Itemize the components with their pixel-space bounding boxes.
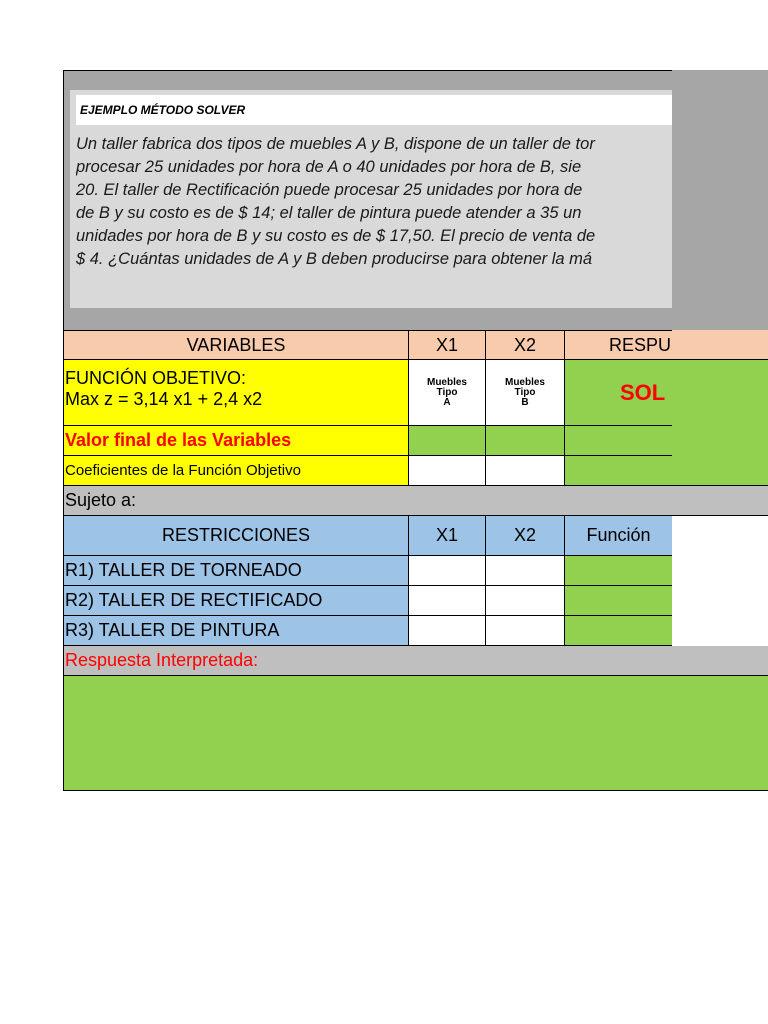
- problem-line: unidades por hora de B y su costo es de $ 17,50. El precio de venta de: [76, 227, 596, 245]
- problem-line: de B y su costo es de $ 14; el taller de pintura puede atender a 35 un: [76, 204, 582, 222]
- problem-line: procesar 25 unidades por hora de A o 40 unidades por hora de B, sie: [76, 158, 582, 176]
- answer-label-row: Respuesta Interpretada:: [63, 646, 768, 676]
- restrictions-header[interactable]: RESTRICCIONES: [63, 516, 409, 556]
- restriction-r1-label: R1) TALLER DE TORNEADO: [63, 556, 409, 586]
- solution-cell[interactable]: SOL: [565, 360, 768, 426]
- final-value-x1[interactable]: [409, 426, 486, 456]
- answer-area[interactable]: [63, 676, 768, 791]
- right-peach-strip: [672, 330, 768, 360]
- subject-to-row: Sujeto a:: [63, 486, 768, 516]
- x2-desc-line: Muebles: [504, 376, 545, 388]
- restriction-r2-x2[interactable]: [486, 586, 565, 616]
- coefficient-x1[interactable]: [409, 456, 486, 486]
- x2-desc-line: Tipo: [514, 386, 536, 398]
- right-green-strip: [672, 360, 768, 486]
- variables-header[interactable]: VARIABLES: [63, 330, 409, 360]
- x2-description-cell[interactable]: [486, 360, 565, 426]
- x1-description-cell[interactable]: [409, 360, 486, 426]
- spreadsheet: [63, 70, 768, 791]
- restrictions-x2-header[interactable]: X2: [486, 516, 565, 556]
- problem-line: $ 4. ¿Cuántas unidades de A y B deben producirse para obtener la má: [76, 250, 593, 268]
- restriction-r1-x1[interactable]: [409, 556, 486, 586]
- objective-formula: Max z = 3,14 x1 + 2,4 x2: [65, 389, 263, 409]
- coefficient-x2[interactable]: [486, 456, 565, 486]
- problem-text: [76, 133, 674, 271]
- restriction-r3-x1[interactable]: [409, 616, 486, 646]
- restrictions-x1-header[interactable]: X1: [409, 516, 486, 556]
- title-strip: [281, 95, 674, 125]
- restriction-r2-function[interactable]: [565, 586, 673, 616]
- restriction-r3-label: R3) TALLER DE PINTURA: [63, 616, 409, 646]
- right-white-strip: [672, 516, 768, 646]
- restriction-r3-function[interactable]: [565, 616, 673, 646]
- x2-desc-line: B: [521, 396, 529, 408]
- right-gray-strip-2: [672, 486, 768, 516]
- problem-header-band: [63, 70, 768, 330]
- restrictions-function-header[interactable]: Función: [565, 516, 673, 556]
- variables-x1-header[interactable]: X1: [409, 330, 486, 360]
- right-gray-strip-3: [672, 646, 768, 676]
- final-values-label: Valor final de las Variables: [63, 426, 409, 456]
- right-green-strip-2: [672, 676, 768, 791]
- coefficients-label: Coeficientes de la Función Objetivo: [63, 456, 409, 486]
- problem-line: 20. El taller de Rectificación puede procesar 25 unidades por hora de: [76, 181, 583, 199]
- objective-label: FUNCIÓN OBJETIVO:: [65, 368, 247, 388]
- restriction-r3-x2[interactable]: [486, 616, 565, 646]
- x1-desc-line: Tipo: [436, 386, 458, 398]
- variables-x2-header[interactable]: X2: [486, 330, 565, 360]
- restriction-r2-x1[interactable]: [409, 586, 486, 616]
- x1-desc-line: Muebles: [426, 376, 467, 388]
- problem-statement-box: [70, 90, 674, 308]
- problem-line: Un taller fabrica dos tipos de muebles A y B, dispone de un taller de tor: [76, 135, 595, 153]
- response-header[interactable]: RESPU: [565, 330, 673, 360]
- restriction-r1-function[interactable]: [565, 556, 673, 586]
- restriction-r2-label: R2) TALLER DE RECTIFICADO: [63, 586, 409, 616]
- problem-title: EJEMPLO MÉTODO SOLVER: [76, 95, 281, 125]
- objective-function-cell[interactable]: [63, 360, 409, 426]
- right-gray-strip: [672, 70, 768, 330]
- restriction-r1-x2[interactable]: [486, 556, 565, 586]
- final-value-x2[interactable]: [486, 426, 565, 456]
- x1-desc-line: A: [443, 396, 451, 408]
